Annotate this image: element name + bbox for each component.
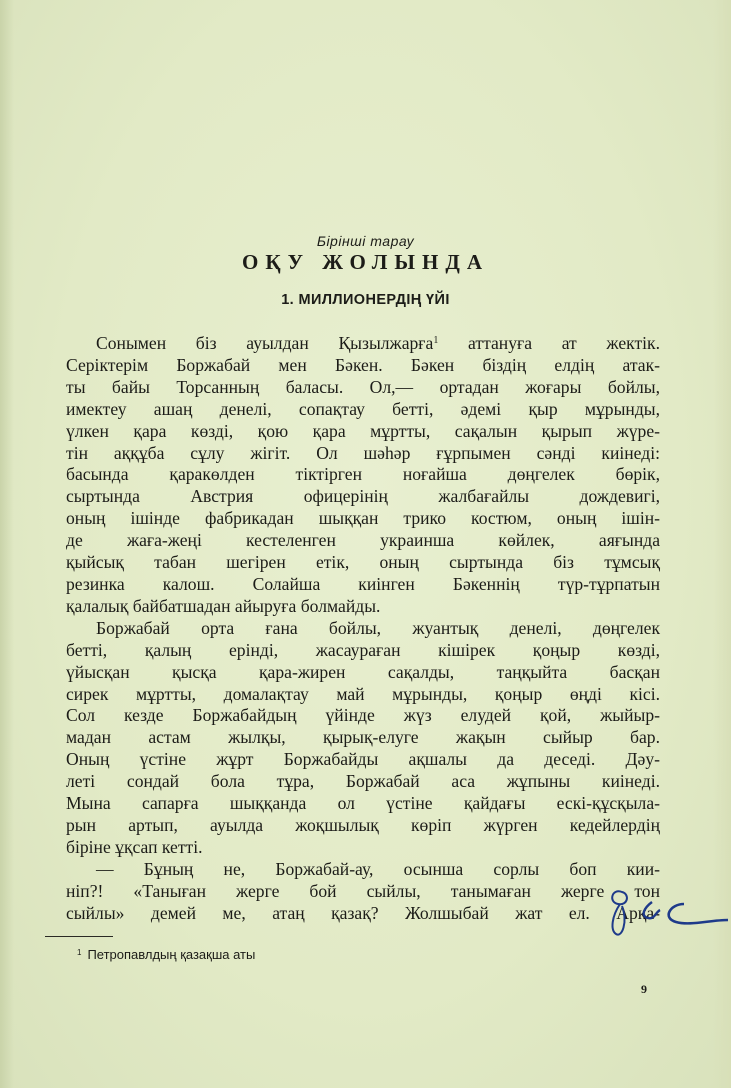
chapter-title: ОҚУ ЖОЛЫНДА (242, 250, 489, 274)
page-edge-shadow (713, 0, 731, 1088)
text-line (66, 330, 660, 355)
text-line: рын артып, ауылда жоқшылық көріп жүрген кедейлердің (66, 814, 660, 835)
footnote-marker: 1 (433, 335, 439, 346)
footnote (77, 947, 255, 962)
text-line: имектеу ашаң денелі, сопақтау бетті, әдемі қыр мұрынды, (66, 398, 660, 419)
text-line: қыйсық табан шегірен етік, оның сыртында біз тұмсық (66, 552, 660, 573)
text-line: тін аққұба сұлу жігіт. Ол шәһәр ғұрпымен сәнді киінеді: (66, 442, 660, 463)
text-line: сыйлы» демей ме, атаң қазақ? Жолшыбай жат ел. Арқа- (66, 902, 660, 923)
page-gutter-shadow (0, 0, 14, 1088)
text-line: оның ішінде фабрикадан шыққан трико костюм, оның ішін- (66, 508, 660, 529)
text-fragment: аттануға ат жектік. (438, 333, 660, 353)
text-line: сыртында Австрия офицерінің жалбағайлы дождевигі, (66, 486, 660, 507)
section-title: 1. МИЛЛИОНЕРДІҢ ҮЙІ (281, 292, 450, 308)
text-line: сирек мұртты, домалақтау май мұрынды, қоңыр өңді кісі. (66, 683, 660, 704)
footnote-marker: 1 (77, 948, 82, 957)
text-line: резинка калош. Солайша киінген Бәкеннің түр-тұрпатын (66, 573, 660, 594)
text-line: Сол кезде Боржабайдың үйінде жүз елудей қой, жыйыр- (66, 705, 660, 726)
text-line: — Бұның не, Боржабай-ау, осынша сорлы боп кии- (96, 858, 660, 879)
text-line: Оның үстіне жұрт Боржабайды ақшалы да деседі. Дәу- (66, 749, 660, 770)
text-line: де жаға-жеңі кестеленген украинша көйлек, аяғында (66, 530, 660, 551)
footnote-text: Петропавлдың қазақша аты (87, 947, 256, 962)
body-text (66, 330, 660, 924)
text-line: Серіктерім Боржабай мен Бәкен. Бәкен біздің елдің атак- (66, 354, 660, 375)
text-line: ты байы Торсанның баласы. Ол,— ортадан жоғары бойлы, (66, 376, 660, 397)
text-line: үлкен қара көзді, қою қара мұртты, сақалын қырып жүре- (66, 420, 660, 441)
text-line: Мына сапарға шыққанда ол үстіне қайдағы ескі-құсқыла- (66, 793, 660, 814)
part-label: Бірінші тарау (316, 233, 415, 249)
text-line: ніп?! «Таныған жерге бой сыйлы, танымаған жерге тон (66, 880, 660, 901)
text-line: Боржабай орта ғана бойлы, жуантық денелі, дөңгелек (96, 617, 660, 638)
text-fragment: Сонымен біз ауылдан Қызылжарға (96, 333, 434, 353)
text-line: басында қаракөлден тіктірген ноғайша дөңгелек бөрік, (66, 464, 660, 485)
page-number: 9 (641, 982, 647, 996)
text-line: қалалық байбатшадан айыруға болмайды. (66, 595, 381, 616)
text-line: үйысқан қысқа қара-жирен сақалды, таңқыйта басқан (66, 661, 660, 682)
text-line: біріне ұқсап кетті. (66, 836, 203, 857)
text-line: мадан астам жылқы, қырық-елуге жақын сыйыр бар. (66, 727, 660, 748)
text-line: бетті, қалың ерінді, жасаураған кішірек қоңыр көзді, (66, 639, 660, 660)
footnote-divider (45, 936, 113, 937)
text-line: леті сондай бола тұра, Боржабай аса жұпыны киінеді. (66, 771, 660, 792)
